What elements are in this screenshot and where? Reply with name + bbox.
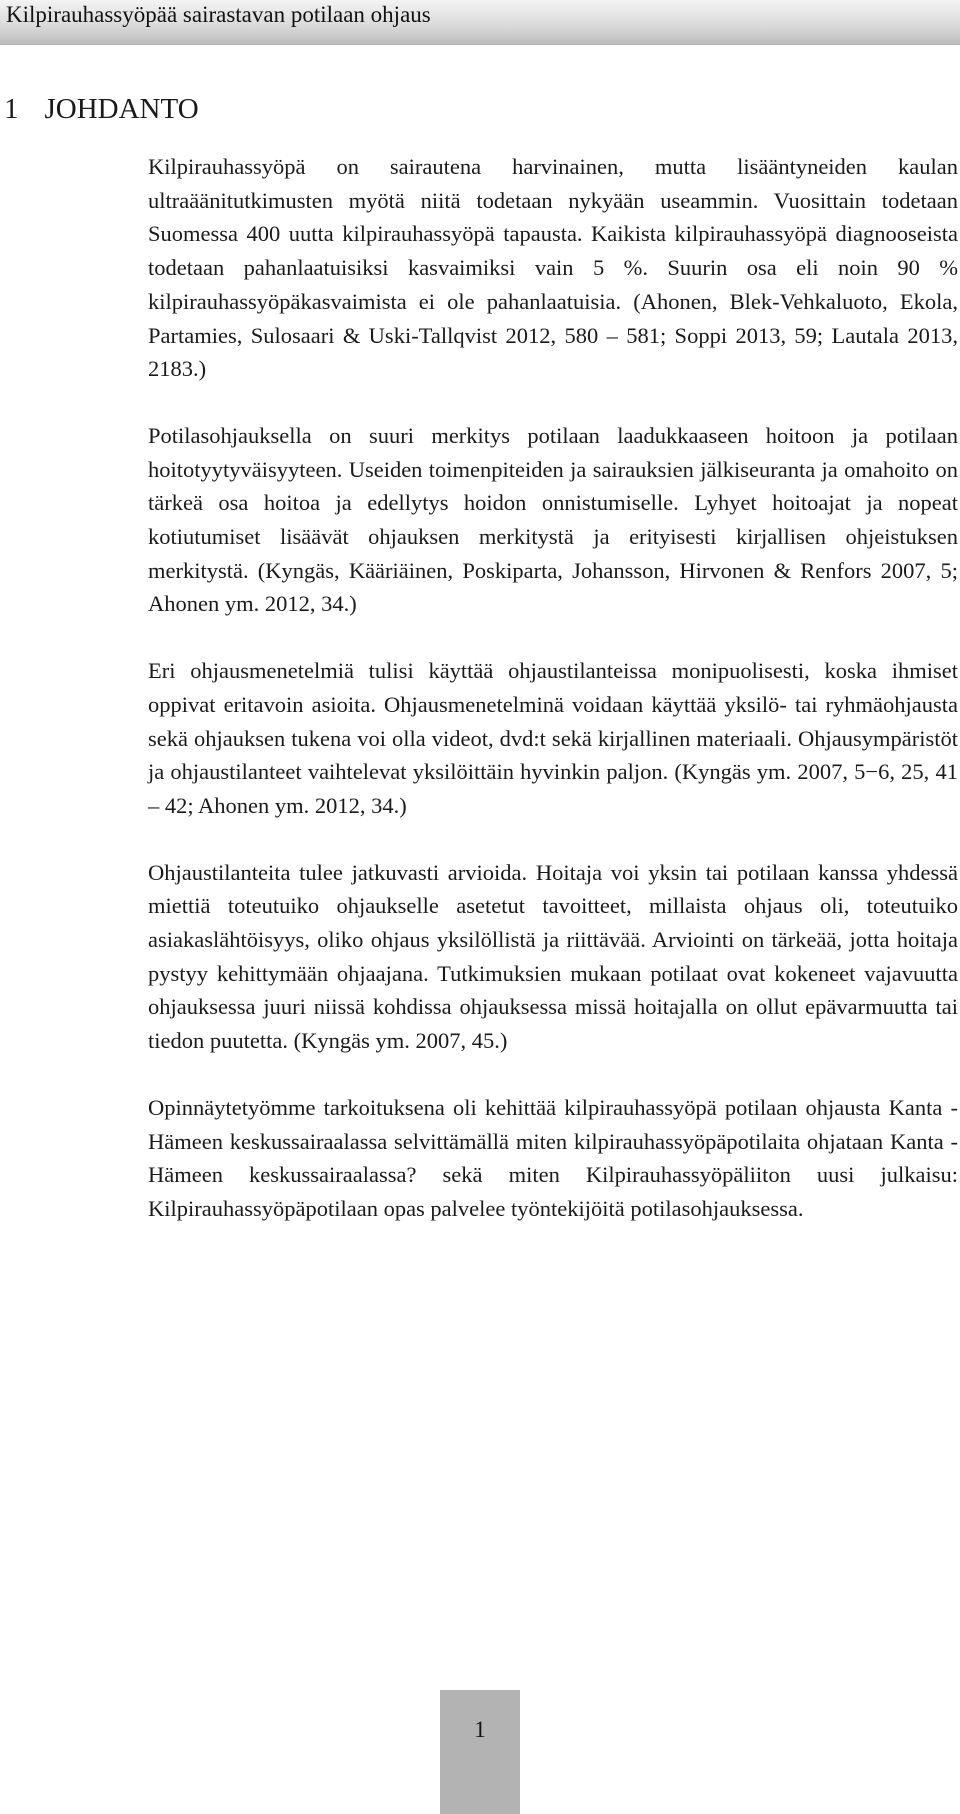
paragraph-3: Eri ohjausmenetelmiä tulisi käyttää ohjaustilanteissa monipuolisesti, koska ihmiset oppivat eritavoin asioita. Ohjausmenetelminä voidaan käyttää yksilö- tai ryhmäohjausta sekä ohjauksen tukena voi olla videot, dvd:t sekä kirjallinen materiaali. Ohjausympäristöt ja ohjaustilanteet vaihtelevat yksilöittäin hyvinkin paljon. (Kyngäs ym. 2007, 5−6, 25, 41 – 42; Ahonen ym. 2012, 34.) [148,658,958,818]
body-text [148,150,958,1259]
document-title: Kilpirauhassyöpää sairastavan potilaan ohjaus [6,2,431,27]
section-heading [4,91,199,127]
section-number: 1 [4,93,19,125]
page-number-box [440,1690,520,1814]
paragraph-5: Opinnäytetyömme tarkoituksena oli kehittää kilpirauhassyöpä potilaan ohjausta Kanta - Hämeen keskussairaalassa selvittämällä miten kilpirauhassyöpäpotilaita ohjataan Kanta - Hämeen keskussairaalassa? sekä miten Kilpirauhassyöpäliiton uusi julkaisu: Kilpirauhassyöpäpotilaan opas palvelee työntekijöitä potilasohjauksessa. [148,1094,958,1221]
page-number: 1 [474,1717,486,1742]
paragraph-2: Potilasohjauksella on suuri merkitys potilaan laadukkaaseen hoitoon ja potilaan hoitotyytyväisyyteen. Useiden toimenpiteiden ja sairauksien jälkiseuranta ja omahoito on tärkeä osa hoitoa ja edellytys hoidon onnistumiselle. Lyhyet hoitoajat ja nopeat kotiutumiset lisäävät ohjauksen merkitystä ja erityisesti kirjallisen ohjeistuksen merkitystä. (Kyngäs, Kääriäinen, Poskiparta, Johansson, Hirvonen & Renfors 2007, 5; Ahonen ym. 2012, 34.) [148,422,958,617]
section-title: JOHDANTO [44,93,199,125]
running-header [0,0,960,45]
paragraph-1: Kilpirauhassyöpä on sairautena harvinainen, mutta lisääntyneiden kaulan ultraäänitutkimusten myötä niitä todetaan nykyään useammin. Vuosittain todetaan Suomessa 400 uutta kilpirauhassyöpä tapausta. Kaikista kilpirauhassyöpä diagnooseista todetaan pahanlaatuisiksi kasvaimiksi vain 5 %. Suurin osa eli noin 90 % kilpirauhassyöpäkasvaimista ei ole pahanlaatuisia. (Ahonen, Blek-Vehkaluoto, Ekola, Partamies, Sulosaari & Uski-Tallqvist 2012, 580 – 581; Soppi 2013, 59; Lautala 2013, 2183.) [148,154,958,382]
paragraph-4: Ohjaustilanteita tulee jatkuvasti arvioida. Hoitaja voi yksin tai potilaan kanssa yhdessä miettiä toteutuiko ohjaukselle asetetut tavoitteet, millaista ohjaus oli, toteutuiko asiakaslähtöisyys, oliko ohjaus yksilöllistä ja riittävää. Arviointi on tärkeää, jotta hoitaja pystyy kehittymään ohjaajana. Tutkimuksien mukaan potilaat ovat kokeneet vajavuutta ohjauksessa juuri niissä kohdissa ohjauksessa missä hoitajalla on ollut epävarmuutta tai tiedon puutetta. (Kyngäs ym. 2007, 45.) [148,859,958,1054]
